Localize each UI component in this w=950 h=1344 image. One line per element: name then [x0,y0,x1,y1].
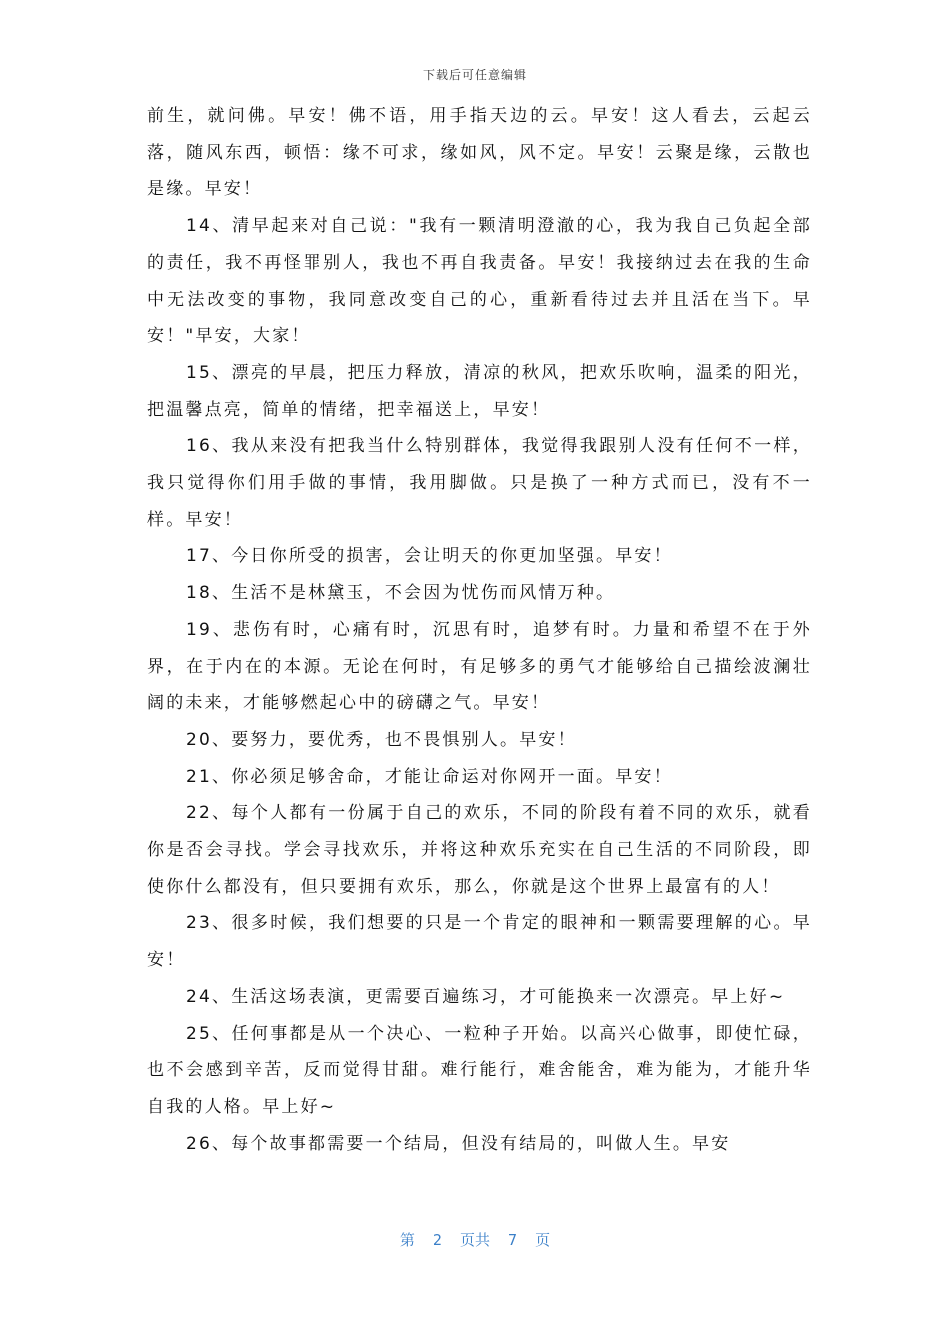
paragraph-21: 21、你必须足够舍命，才能让命运对你网开一面。早安！ [186,766,673,787]
page-header-note: 下载后可任意编辑 [422,68,527,82]
paragraph-18: 18、生活不是林黛玉，不会因为忧伤而风情万种。 [186,583,616,604]
page-number-footer: 第 2 页共 7 页 [399,1231,551,1249]
paragraph-24: 24、生活这场表演，更需要百遍练习，才可能换来一次漂亮。早上好~ [186,986,786,1007]
document-body [147,98,812,1162]
paragraph-20: 20、要努力，要优秀，也不畏惧别人。早安！ [186,729,577,750]
paragraph-22: 22、每个人都有一份属于自己的欢乐，不同的阶段有着不同的欢乐，就看你是否会寻找。学会寻找欢乐，并将这种欢乐充实在自己生活的不同阶段，即使你什么都没有，但只要拥有欢乐，那么，你就是这个世界上最富有的人！ [147,803,812,897]
paragraph-26: 26、每个故事都需要一个结局，但没有结局的，叫做人生。早安 [186,1133,731,1154]
paragraph-25: 25、任何事都是从一个决心、一粒种子开始。以高兴心做事，即使忙碌，也不会感到辛苦，反而觉得甘甜。难行能行，难舍能舍，难为能为，才能升华自我的人格。早上好~ [147,1023,812,1117]
paragraph-23: 23、很多时候，我们想要的只是一个肯定的眼神和一颗需要理解的心。早安！ [147,913,812,971]
paragraph-15: 15、漂亮的早晨，把压力释放，清凉的秋风，把欢乐吹响，温柔的阳光，把温馨点亮，简单的情绪，把幸福送上，早安！ [147,362,812,420]
paragraph-19: 19、悲伤有时，心痛有时，沉思有时，追梦有时。力量和希望不在于外界，在于内在的本源。无论在何时，有足够多的勇气才能够给自己描绘波澜壮阔的未来，才能够燃起心中的磅礴之气。早安！ [147,619,812,714]
paragraph-14: 14、清早起来对自己说："我有一颗清明澄澈的心，我为我自己负起全部的责任，我不再怪罪别人，我也不再自我责备。早安！我接纳过去在我的生命中无法改变的事物，我同意改变自己的心，重新看待过去并且活在当下。早安！"早安，大家！ [147,216,812,347]
paragraph-16: 16、我从来没有把我当什么特别群体，我觉得我跟别人没有任何不一样，我只觉得你们用手做的事情，我用脚做。只是换了一种方式而已，没有不一样。早安！ [147,436,812,530]
paragraph-17: 17、今日你所受的损害，会让明天的你更加坚强。早安！ [186,546,673,567]
paragraph-13-continued: 前生，就问佛。早安！佛不语，用手指天边的云。早安！这人看去，云起云落，随风东西，顿悟：缘不可求，缘如风，风不定。早安！云聚是缘，云散也是缘。早安！ [147,106,812,200]
